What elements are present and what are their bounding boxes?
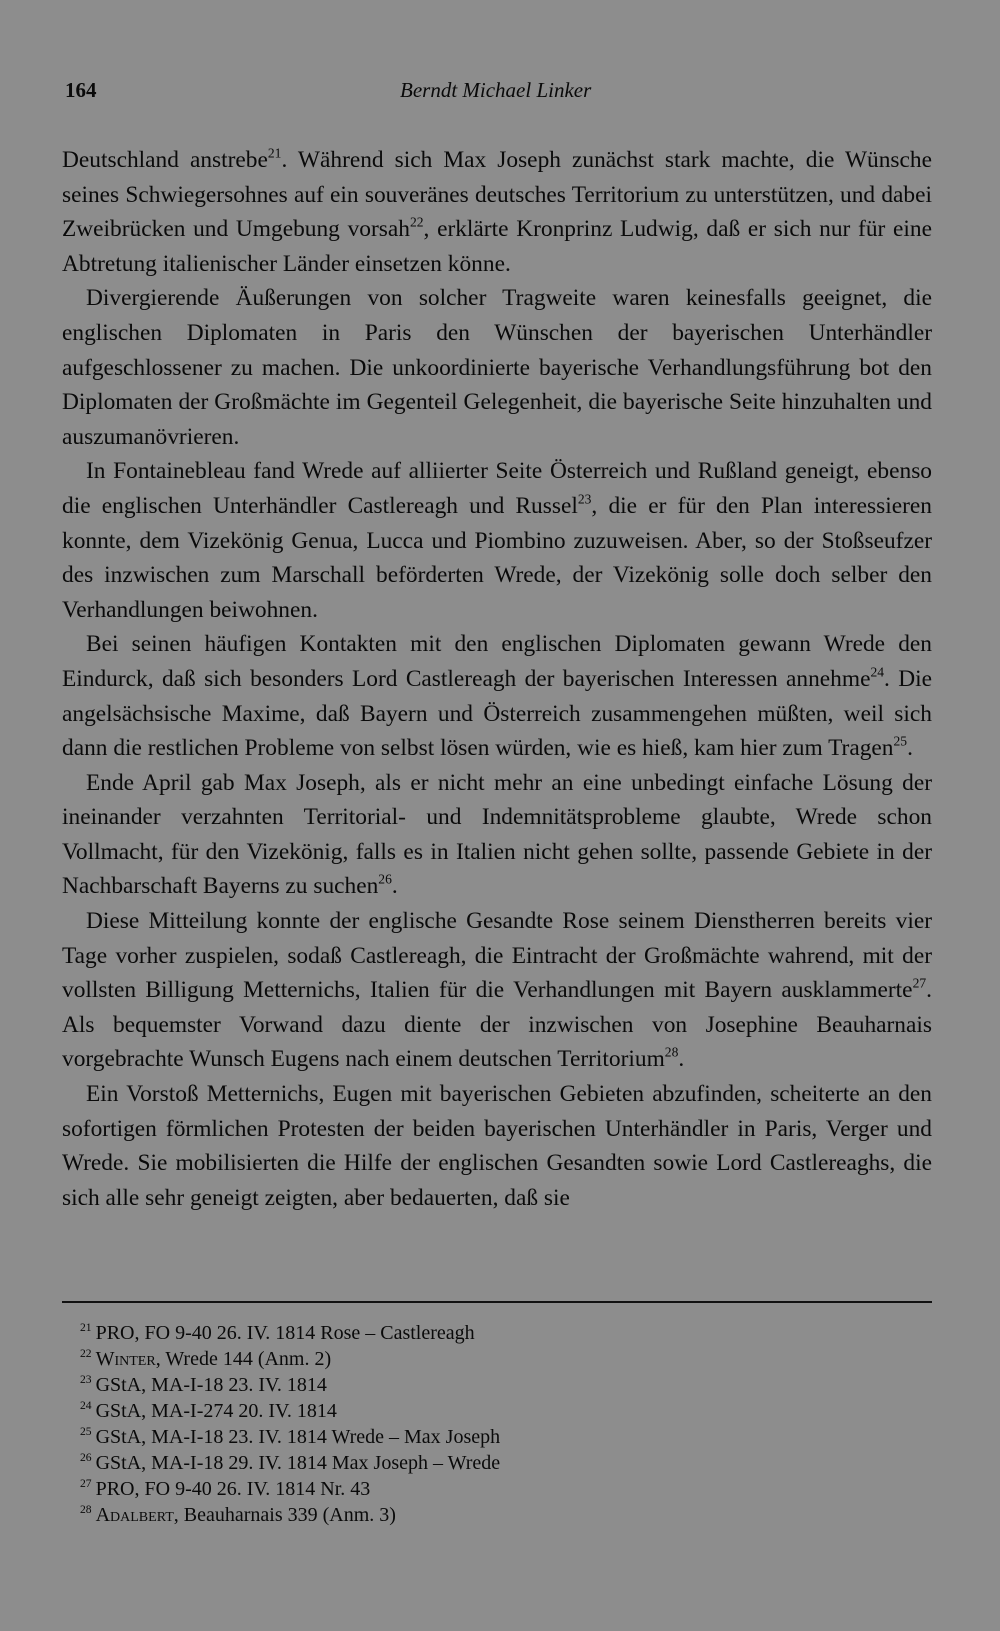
- footnote-author: Adalbert: [95, 1504, 174, 1526]
- text-run: . Die angelsächsische Maxime, daß Bayern und Österreich zusammengehen müßten, weil sich dann die restlichen Probleme von selbst lösen würden, wie es hieß, kam hier zum Tragen: [62, 665, 932, 762]
- footnote-text: , Wrede 144 (Anm. 2): [155, 1348, 332, 1370]
- paragraph: [62, 454, 932, 627]
- footnote: [80, 1424, 500, 1450]
- paragraph: [62, 143, 932, 281]
- footnote-text: PRO, FO 9-40 26. IV. 1814 Nr. 43: [95, 1478, 371, 1500]
- text-run: , die er für den Plan interessieren konnte, dem Vizekönig Genua, Lucca und Piombino zuzuweisen. Aber, so der Stoßseufzer des inzwischen zum Marschall beförderten Wrede, der Vizekönig solle doch selber den Verhandlungen beiwohnen.: [62, 492, 932, 623]
- footnote-ref: 27: [912, 975, 927, 991]
- footnote-ref: 22: [409, 214, 424, 230]
- footnote-text: GStA, MA-I-18 23. IV. 1814: [95, 1374, 327, 1396]
- footnote-ref: 21: [267, 145, 282, 161]
- footnote-number: 22: [80, 1346, 92, 1360]
- footnote-text: , Beauharnais 339 (Anm. 3): [173, 1504, 396, 1526]
- running-head: Berndt Michael Linker: [400, 78, 592, 102]
- text-run: . Als bequemster Vorwand dazu diente der inzwischen von Josephine Beauharnais vorgebrachte Wunsch Eugens nach einem deutschen Territorium: [62, 977, 932, 1073]
- footnote-ref: 23: [577, 491, 592, 507]
- footnote: [80, 1372, 500, 1398]
- text-run: Bei seinen häufigen Kontakten mit den englischen Diplomaten gewann Wrede den Eindurck, daß sich besonders Lord Castlereagh der bayerischen Interessen annehme: [62, 631, 932, 692]
- footnote-number: 24: [80, 1398, 92, 1412]
- paragraph: [62, 1077, 932, 1215]
- footnote-rule: [62, 1301, 932, 1303]
- footnote-text: PRO, FO 9-40 26. IV. 1814 Rose – Castlereagh: [95, 1322, 475, 1344]
- footnote-author: Winter: [95, 1348, 156, 1370]
- text-run: .: [391, 873, 398, 900]
- body-text: [62, 143, 932, 1215]
- text-run: In Fontainebleau fand Wrede auf alliierter Seite Österreich und Rußland geneigt, ebenso die englischen Unterhändler Castlereagh und Russel: [62, 458, 932, 519]
- text-run: Diese Mitteilung konnte der englische Gesandte Rose seinem Dienstherren bereits vier Tage vorher zuspielen, sodaß Castlereagh, die Eintracht der Großmächte wahrend, mit der vollsten Billigung Metternichs, Italien für die Verhandlungen mit Bayern ausklammerte: [62, 908, 932, 1004]
- footnote-ref: 25: [893, 733, 908, 749]
- footnote: [80, 1450, 500, 1476]
- footnote-text: GStA, MA-I-18 23. IV. 1814 Wrede – Max Joseph: [95, 1426, 501, 1448]
- footnote: [80, 1476, 500, 1502]
- page-number: 164: [65, 78, 97, 102]
- footnote: [80, 1398, 500, 1424]
- footnote-ref: 24: [870, 664, 885, 680]
- paragraph: [62, 627, 932, 765]
- footnote-number: 27: [80, 1476, 92, 1490]
- text-run: .: [907, 735, 913, 762]
- text-run: .: [678, 1046, 685, 1073]
- footnote-text: GStA, MA-I-274 20. IV. 1814: [95, 1400, 337, 1422]
- text-run: . Während sich Max Joseph zunächst stark machte, die Wünsche seines Schwiegersohnes auf ein souveränes deutsches Territorium zu unterstützen, und dabei Zweibrücken und Umgebung vorsah: [62, 147, 932, 243]
- footnotes: [80, 1320, 500, 1528]
- footnote: [80, 1502, 500, 1528]
- text-run: , erklärte Kronprinz Ludwig, daß er sich nur für eine Abtretung italienischer Länder einsetzen könne.: [62, 216, 932, 277]
- footnote: [80, 1346, 500, 1372]
- footnote-number: 26: [80, 1450, 92, 1464]
- footnote: [80, 1320, 500, 1346]
- paragraph: [62, 766, 932, 904]
- paragraph: [62, 904, 932, 1077]
- footnote-text: GStA, MA-I-18 29. IV. 1814 Max Joseph – Wrede: [95, 1452, 501, 1474]
- text-run: Deutschland anstrebe: [62, 147, 268, 173]
- footnote-ref: 26: [378, 871, 392, 887]
- footnote-ref: 28: [664, 1044, 679, 1060]
- text-run: Ein Vorstoß Metternichs, Eugen mit bayerischen Gebieten abzufinden, scheiterte an den sofortigen förmlichen Protesten der beiden bayerischen Unterhändler in Paris, Verger und Wrede. Sie mobilisierten die Hilfe der englischen Gesandten sowie Lord Castlereaghs, die sich alle sehr geneigt zeigten, aber bedauerten, daß sie: [62, 1081, 932, 1211]
- text-run: Divergierende Äußerungen von solcher Tragweite waren keinesfalls geeignet, die englischen Diplomaten in Paris den Wünschen der bayerischen Unterhändler aufgeschlossener zu machen. Die unkoordinierte bayerische Verhandlungsführung bot den Diplomaten der Großmächte im Gegenteil Gelegenheit, die bayerische Seite hinzuhalten und auszumanövrieren.: [62, 285, 932, 450]
- paragraph: [62, 281, 932, 454]
- text-run: Ende April gab Max Joseph, als er nicht mehr an eine unbedingt einfache Lösung der ineinander verzahnten Territorial- und Indemnitätsprobleme glaubte, Wrede schon Vollmacht, für den Vizekönig, falls es in Italien nicht gehen sollte, passende Gebiete in der Nachbarschaft Bayerns zu suchen: [62, 769, 932, 900]
- footnote-number: 28: [80, 1502, 92, 1516]
- footnote-number: 23: [80, 1372, 92, 1386]
- footnote-number: 21: [80, 1320, 92, 1334]
- footnote-number: 25: [80, 1424, 92, 1438]
